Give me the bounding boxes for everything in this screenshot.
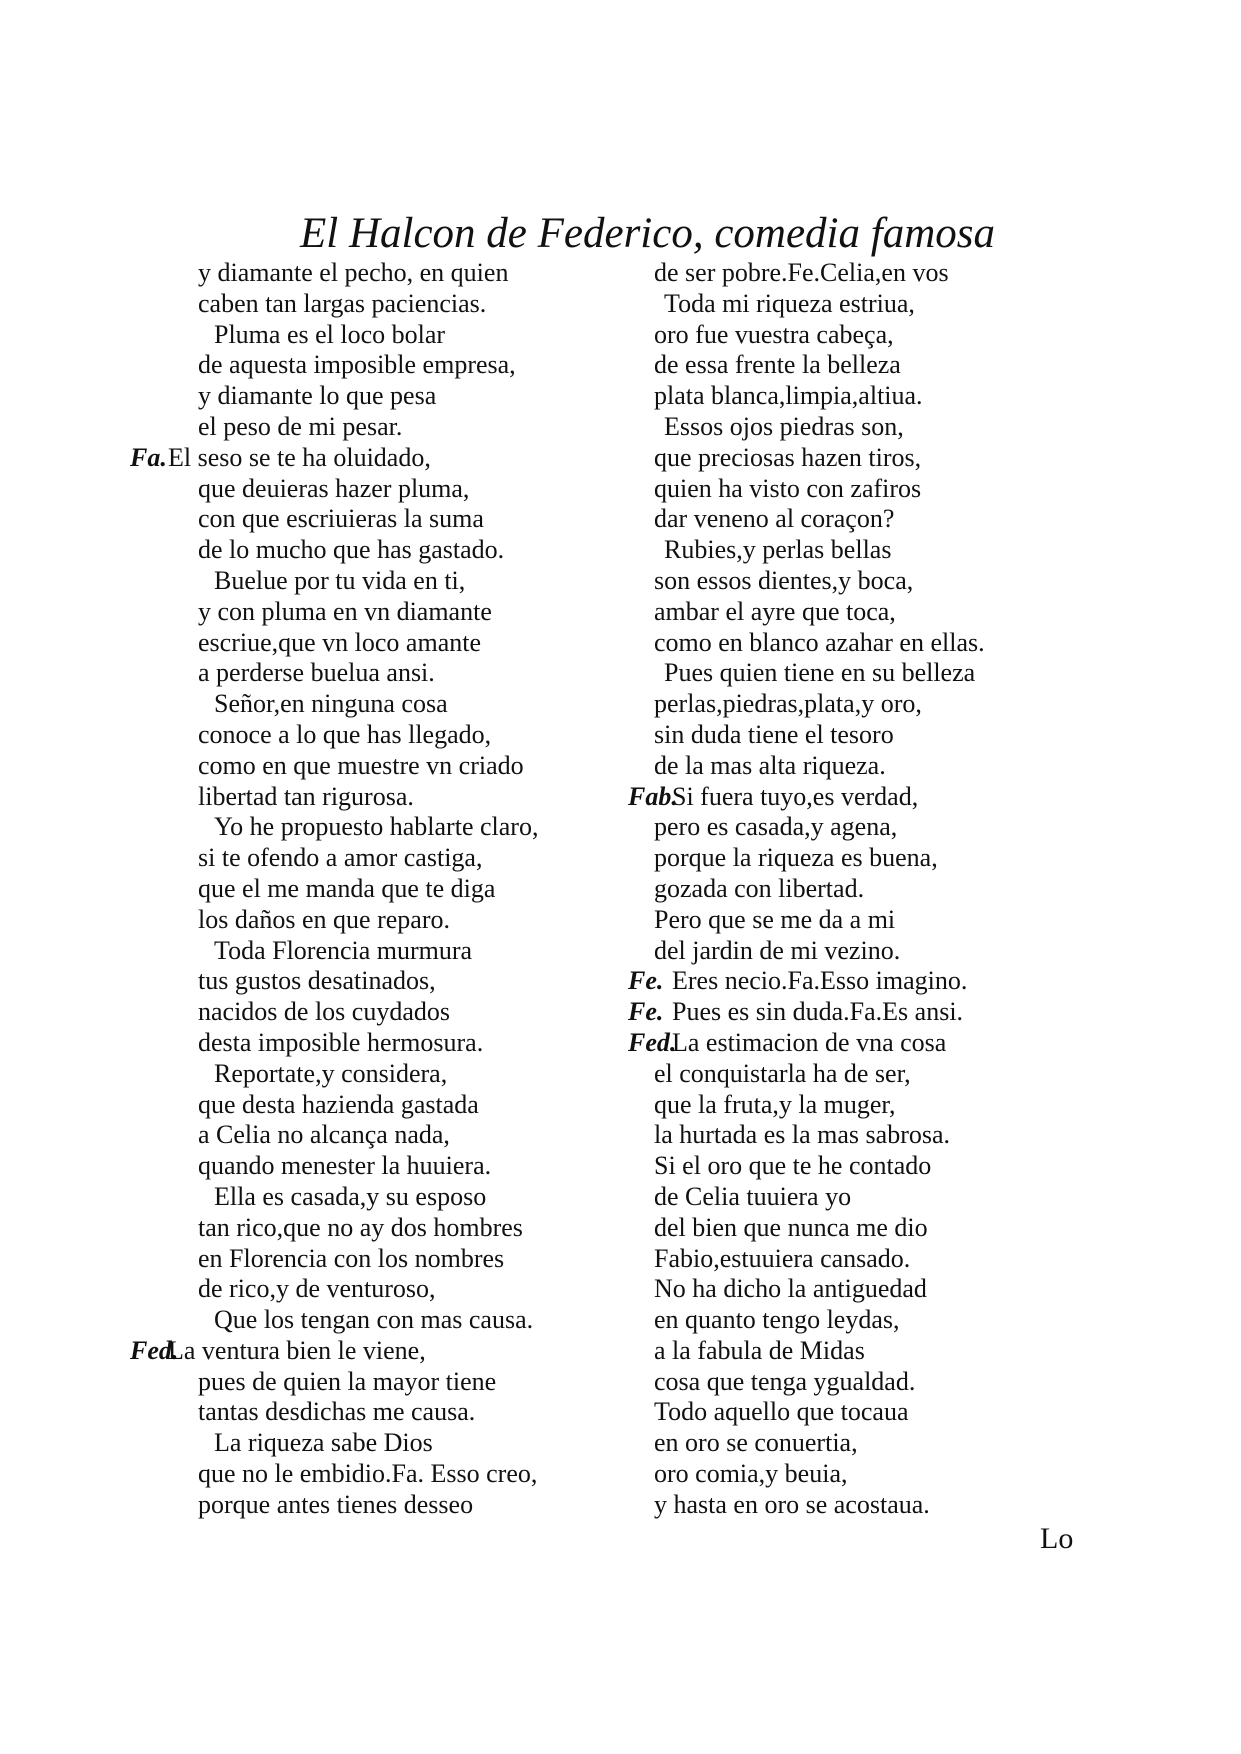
verse-line xyxy=(168,720,648,751)
verse-line xyxy=(168,1367,648,1398)
verse-text: Ella es casada,y su esposo xyxy=(214,1181,487,1211)
verse-line xyxy=(168,1428,648,1459)
verse-line xyxy=(168,1490,648,1521)
verse-text: si te ofendo a amor castiga, xyxy=(198,843,483,873)
verse-line xyxy=(628,658,1078,689)
verse-text: La ventura bien le viene, xyxy=(168,1335,426,1365)
verse-line xyxy=(168,1459,648,1490)
verse-text: desta imposible hermosura. xyxy=(198,1027,484,1057)
verse-line xyxy=(168,658,648,689)
verse-line xyxy=(628,751,1078,782)
verse-text: en oro se conuertia, xyxy=(654,1428,858,1458)
verse-text: porque antes tienes desseo xyxy=(198,1489,474,1519)
speaker-label: Fed. xyxy=(130,1335,179,1365)
verse-text: Yo he propuesto hablarte claro, xyxy=(214,812,539,842)
verse-text: a la fabula de Midas xyxy=(654,1335,865,1365)
verse-line xyxy=(168,843,648,874)
verse-text: del jardin de mi vezino. xyxy=(654,935,901,965)
verse-line xyxy=(628,782,1078,813)
verse-text: que la fruta,y la muger, xyxy=(654,1089,896,1119)
verse-line xyxy=(168,628,648,659)
verse-line xyxy=(168,1120,648,1151)
verse-line xyxy=(628,474,1078,505)
verse-text: que preciosas hazen tiros, xyxy=(654,442,922,472)
verse-text: gozada con libertad. xyxy=(654,873,865,903)
verse-line xyxy=(130,1335,648,1367)
verse-line xyxy=(628,1305,1078,1336)
left-column xyxy=(130,258,648,1521)
verse-text: La riqueza sabe Dios xyxy=(214,1428,433,1458)
verse-text: No ha dicho la antiguedad xyxy=(654,1274,927,1304)
verse-text: Pero que se me da a mi xyxy=(654,904,896,934)
verse-text: escriue,que vn loco amante xyxy=(198,627,481,657)
verse-line xyxy=(168,381,648,412)
verse-line xyxy=(628,936,1078,967)
verse-text: que deuieras hazer pluma, xyxy=(198,473,470,503)
verse-line xyxy=(628,1028,1078,1059)
verse-text: los daños en que reparo. xyxy=(198,904,450,934)
verse-line xyxy=(168,1244,648,1275)
verse-text: de aquesta imposible empresa, xyxy=(198,350,516,380)
verse-line xyxy=(628,597,1078,628)
verse-text: La estimacion de vna cosa xyxy=(672,1027,947,1057)
verse-text: de essa frente la belleza xyxy=(654,350,901,380)
verse-text: pero es casada,y agena, xyxy=(654,812,898,842)
verse-line xyxy=(628,535,1078,566)
verse-text: ambar el ayre que toca, xyxy=(654,596,896,626)
verse-text: cosa que tenga ygualdad. xyxy=(654,1366,916,1396)
verse-line xyxy=(628,1459,1078,1490)
verse-text: Si el oro que te he contado xyxy=(654,1151,932,1181)
verse-line xyxy=(628,443,1078,474)
verse-line xyxy=(168,474,648,505)
verse-text: quien ha visto con zafiros xyxy=(654,473,922,503)
verse-line xyxy=(168,320,648,351)
verse-line xyxy=(628,1367,1078,1398)
verse-text: de rico,y de venturoso, xyxy=(198,1274,436,1304)
verse-line xyxy=(628,1244,1078,1275)
verse-text: oro fue vuestra cabeça, xyxy=(654,319,894,349)
verse-text: plata blanca,limpia,altiua. xyxy=(654,381,923,411)
verse-text: del bien que nunca me dio xyxy=(654,1212,928,1242)
verse-text: de Celia tuuiera yo xyxy=(654,1181,852,1211)
verse-line xyxy=(168,258,648,289)
verse-text: Pluma es el loco bolar xyxy=(214,319,446,349)
catchword: Lo xyxy=(1040,1522,1074,1555)
running-head: El Halcon de Federico, comedia famosa xyxy=(300,210,995,257)
verse-text: que no le embidio.Fa. Esso creo, xyxy=(198,1459,538,1489)
verse-line xyxy=(628,628,1078,659)
verse-line xyxy=(628,1213,1078,1244)
verse-line xyxy=(168,1305,648,1336)
speaker-label: Fab. xyxy=(628,781,678,811)
verse-line xyxy=(628,381,1078,412)
verse-text: Si fuera tuyo,es verdad, xyxy=(672,781,919,811)
verse-line xyxy=(628,1490,1078,1521)
verse-line xyxy=(628,1120,1078,1151)
verse-line xyxy=(168,905,648,936)
verse-text: y diamante lo que pesa xyxy=(198,381,437,411)
verse-text: quando menester la huuiera. xyxy=(198,1151,492,1181)
verse-line xyxy=(628,1090,1078,1121)
verse-line xyxy=(628,874,1078,905)
verse-line xyxy=(168,812,648,843)
verse-line xyxy=(628,843,1078,874)
verse-text: son essos dientes,y boca, xyxy=(654,565,914,595)
verse-text: Señor,en ninguna cosa xyxy=(214,689,448,719)
verse-text: libertad tan rigurosa. xyxy=(198,781,414,811)
verse-line xyxy=(168,1151,648,1182)
verse-line xyxy=(168,566,648,597)
speaker-label: Fa. xyxy=(130,442,167,472)
verse-line xyxy=(628,504,1078,535)
verse-line xyxy=(168,535,648,566)
verse-text: El seso se te ha oluidado, xyxy=(168,442,431,472)
speaker-label: Fe. xyxy=(628,966,664,996)
verse-text: Fabio,estuuiera cansado. xyxy=(654,1243,911,1273)
verse-text: el peso de mi pesar. xyxy=(198,411,403,441)
verse-text: y diamante el pecho, en quien xyxy=(198,258,509,287)
verse-text: en quanto tengo leydas, xyxy=(654,1305,900,1335)
verse-text: Buelue por tu vida en ti, xyxy=(214,565,466,595)
verse-text: conoce a lo que has llegado, xyxy=(198,719,492,749)
verse-text: Eres necio.Fa.Esso imagino. xyxy=(672,966,968,996)
verse-line xyxy=(168,1274,648,1305)
verse-line xyxy=(168,412,648,443)
verse-text: Pues quien tiene en su belleza xyxy=(664,658,976,688)
right-column xyxy=(628,258,1078,1521)
verse-line xyxy=(168,782,648,813)
verse-line xyxy=(628,320,1078,351)
verse-line xyxy=(628,258,1078,289)
verse-line xyxy=(168,936,648,967)
verse-text: el conquistarla ha de ser, xyxy=(654,1058,911,1088)
verse-line xyxy=(628,566,1078,597)
verse-text: tantas desdichas me causa. xyxy=(198,1397,476,1427)
verse-text: que desta hazienda gastada xyxy=(198,1089,479,1119)
verse-line xyxy=(628,1059,1078,1090)
verse-line xyxy=(628,1274,1078,1305)
verse-line xyxy=(168,689,648,720)
verse-text: Essos ojos piedras son, xyxy=(664,411,904,441)
verse-line xyxy=(168,1028,648,1059)
verse-text: a Celia no alcança nada, xyxy=(198,1120,450,1150)
verse-text: Pues es sin duda.Fa.Es ansi. xyxy=(672,997,964,1027)
verse-line xyxy=(130,442,648,474)
verse-text: en Florencia con los nombres xyxy=(198,1243,505,1273)
speaker-label: Fe. xyxy=(628,997,664,1027)
verse-text: la hurtada es la mas sabrosa. xyxy=(654,1120,951,1150)
verse-text: Que los tengan con mas causa. xyxy=(214,1305,534,1335)
verse-line xyxy=(628,350,1078,381)
verse-line xyxy=(628,1428,1078,1459)
verse-text: de la mas alta riqueza. xyxy=(654,750,886,780)
verse-text: tan rico,que no ay dos hombres xyxy=(198,1212,523,1242)
verse-line xyxy=(628,1397,1078,1428)
verse-text: a perderse buelua ansi. xyxy=(198,658,435,688)
speaker-label: Fed. xyxy=(628,1027,677,1057)
verse-text: de ser pobre.Fe.Celia,en vos xyxy=(654,258,949,287)
verse-line xyxy=(628,1336,1078,1367)
verse-line xyxy=(168,1182,648,1213)
verse-text: y con pluma en vn diamante xyxy=(198,596,492,626)
verse-line xyxy=(628,997,1078,1028)
verse-line xyxy=(168,1397,648,1428)
verse-text: dar veneno al coraçon? xyxy=(654,504,895,534)
verse-line xyxy=(168,1090,648,1121)
verse-text: tus gustos desatinados, xyxy=(198,966,436,996)
verse-line xyxy=(628,966,1078,997)
verse-text: pues de quien la mayor tiene xyxy=(198,1366,497,1396)
verse-text: Rubies,y perlas bellas xyxy=(664,535,892,565)
verse-line xyxy=(168,289,648,320)
verse-line xyxy=(628,412,1078,443)
verse-line xyxy=(168,504,648,535)
verse-line xyxy=(628,1182,1078,1213)
verse-line xyxy=(168,1059,648,1090)
verse-text: que el me manda que te diga xyxy=(198,873,496,903)
verse-text: porque la riqueza es buena, xyxy=(654,843,938,873)
verse-text: y hasta en oro se acostaua. xyxy=(654,1489,930,1519)
verse-text: de lo mucho que has gastado. xyxy=(198,535,505,565)
verse-line xyxy=(168,751,648,782)
verse-line xyxy=(168,1213,648,1244)
verse-line xyxy=(168,597,648,628)
verse-line xyxy=(628,812,1078,843)
verse-line xyxy=(628,689,1078,720)
verse-text: nacidos de los cuydados xyxy=(198,997,451,1027)
verse-text: sin duda tiene el tesoro xyxy=(654,719,894,749)
verse-line xyxy=(628,905,1078,936)
verse-text: como en blanco azahar en ellas. xyxy=(654,627,985,657)
verse-line xyxy=(168,350,648,381)
verse-text: Todo aquello que tocaua xyxy=(654,1397,909,1427)
verse-text: como en que muestre vn criado xyxy=(198,750,524,780)
verse-line xyxy=(168,874,648,905)
verse-text: Toda Florencia murmura xyxy=(214,935,473,965)
verse-text: Toda mi riqueza estriua, xyxy=(664,288,915,318)
verse-line xyxy=(628,720,1078,751)
verse-text: caben tan largas paciencias. xyxy=(198,288,487,318)
verse-line xyxy=(628,1151,1078,1182)
verse-line xyxy=(628,289,1078,320)
verse-line xyxy=(168,966,648,997)
verse-text: Reportate,y considera, xyxy=(214,1058,448,1088)
verse-text: perlas,piedras,plata,y oro, xyxy=(654,689,922,719)
verse-text: oro comia,y beuia, xyxy=(654,1459,848,1489)
verse-text: con que escriuieras la suma xyxy=(198,504,484,534)
verse-line xyxy=(168,997,648,1028)
